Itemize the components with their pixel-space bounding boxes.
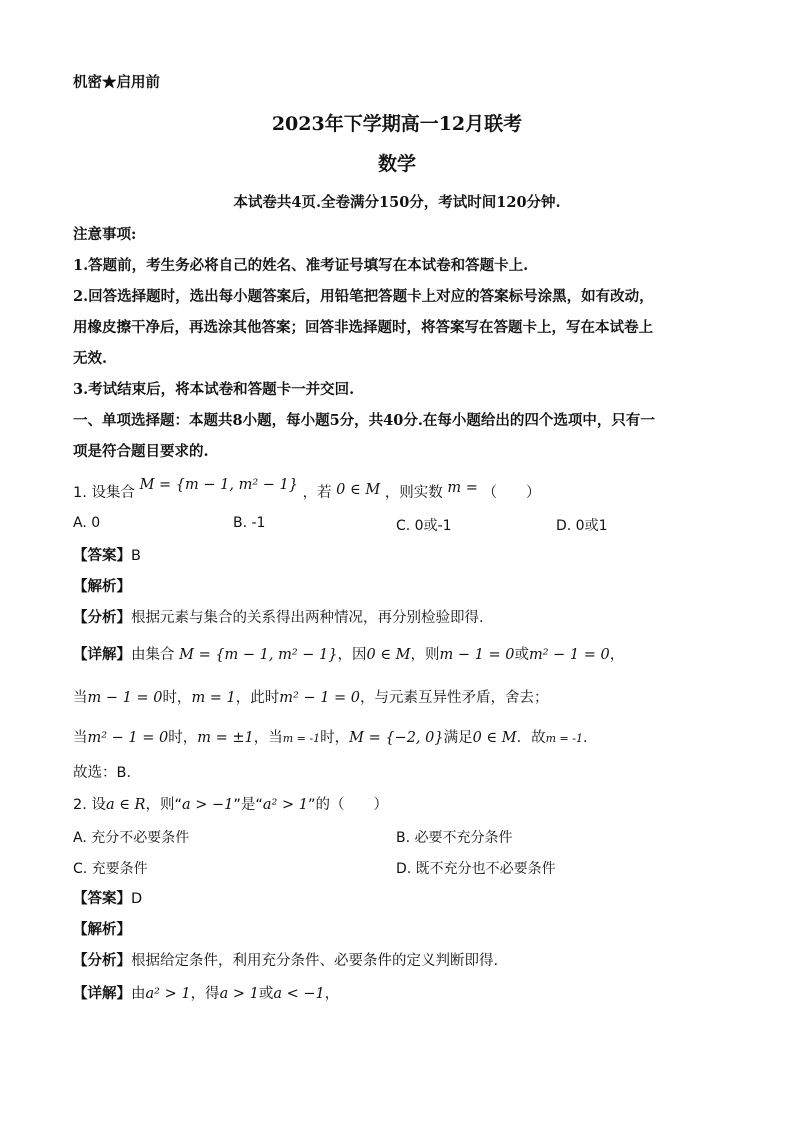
q1-fenxi-text: 根据元素与集合的关系得出两种情况，再分别检验即得. — [131, 610, 484, 626]
q2-mid-3: ”的（ ） — [307, 797, 388, 813]
q1-d3-j: 0 ∈ M — [472, 730, 517, 746]
q2-detail-tag: 【详解】 — [73, 986, 131, 1002]
q2-d1-g: ， — [324, 986, 340, 1002]
q1-d2-g: ，与元素互异性矛盾，舍去； — [360, 690, 549, 706]
q2-prefix: 2. 设 — [73, 797, 106, 813]
q2-d1-f: a < −1 — [273, 986, 325, 1002]
q2-answer-value: D — [131, 891, 143, 907]
question-1-stem — [73, 477, 541, 503]
q2-detail-line-1 — [73, 984, 339, 1004]
q1-d1-h: ， — [609, 647, 625, 663]
q1-d3-l: m = -1 — [545, 732, 583, 745]
q1-d2-c: 时， — [162, 690, 192, 706]
q1-d3-a: 当 — [73, 730, 88, 746]
q1-cond-post: ，则实数 — [384, 485, 443, 501]
q1-analysis-tag: 【解析】 — [73, 579, 131, 595]
q1-answer-tag: 【答案】 — [73, 548, 131, 564]
q1-set-expression: M = {m − 1, m² − 1} — [139, 477, 298, 493]
q2-d1-b: a² > 1 — [145, 986, 191, 1002]
q1-option-b: B. -1 — [233, 515, 266, 531]
q2-fenxi-text: 根据给定条件，利用充分条件、必要条件的定义判断即得. — [131, 953, 499, 969]
q1-answer-value: B — [131, 548, 141, 564]
q1-fenxi-tag: 【分析】 — [73, 610, 131, 626]
q1-d3-k: ．故 — [516, 730, 546, 746]
notice-item-2-line-2: 用橡皮擦干净后，再选涂其他答案；回答非选择题时，将答案写在答题卡上，写在本试卷上 — [73, 319, 653, 336]
q2-cond-1: a > −1 — [181, 797, 234, 813]
q1-condition: 0 ∈ M — [336, 482, 381, 498]
q1-d3-d: m = ±1 — [197, 730, 254, 746]
q2-answer — [73, 889, 142, 909]
q2-fenxi — [73, 951, 498, 971]
q1-paren: （ ） — [482, 485, 541, 501]
q1-ask: m = — [447, 480, 478, 496]
q1-d2-b: m − 1 = 0 — [87, 690, 163, 706]
q2-answer-tag: 【答案】 — [73, 891, 131, 907]
q1-d1-c: 0 ∈ M — [366, 647, 411, 663]
q1-d1-a: 由集合 — [131, 647, 175, 663]
confidential-mark: 机密★启用前 — [73, 74, 160, 91]
q2-d1-a: 由 — [131, 986, 146, 1002]
q1-fenxi — [73, 608, 484, 628]
q1-d1-e: m − 1 = 0 — [439, 647, 515, 663]
q2-cond-2: a² > 1 — [262, 797, 308, 813]
notice-item-1: 1.答题前，考生务必将自己的姓名、准考证号填写在本试卷和答题卡上. — [73, 257, 529, 274]
q1-d1-set: M = {m − 1, m² − 1} — [179, 647, 338, 663]
q2-d1-e: 或 — [258, 986, 274, 1002]
exam-title: 2023年下学期高一12月联考 — [271, 113, 523, 135]
q1-d3-f: m = -1 — [282, 732, 321, 745]
q1-option-d: D. 0或1 — [556, 518, 608, 534]
exam-info: 本试卷共4页.全卷满分150分，考试时间120分钟. — [233, 194, 561, 211]
q2-option-c: C. 充要条件 — [73, 861, 148, 877]
q2-option-d: D. 既不充分也不必要条件 — [396, 861, 556, 877]
q2-fenxi-tag: 【分析】 — [73, 953, 131, 969]
q1-d3-i: 满足 — [443, 730, 473, 746]
notice-heading: 注意事项: — [73, 226, 137, 243]
q2-d1-d: a > 1 — [219, 986, 259, 1002]
q2-d1-c: ，得 — [190, 986, 220, 1002]
q1-cond-pre: ，若 — [302, 485, 332, 501]
q2-option-b: B. 必要不充分条件 — [396, 830, 513, 846]
q2-a-in-r: a ∈ R — [105, 797, 146, 813]
q1-prefix: 1. 设集合 — [73, 485, 135, 501]
section-1-heading-line-1: 一、单项选择题：本题共8小题，每小题5分，共40分.在每小题给出的四个选项中，只有一 — [73, 412, 655, 429]
q1-d2-f: m² − 1 = 0 — [279, 690, 361, 706]
q1-answer — [73, 546, 141, 566]
q2-mid-2: ”是“ — [233, 797, 263, 813]
q1-option-c: C. 0或-1 — [396, 518, 452, 534]
q1-detail-line-3 — [73, 728, 597, 749]
notice-item-3: 3.考试结束后，将本试卷和答题卡一并交回. — [73, 381, 355, 398]
q1-d3-m: ． — [582, 730, 598, 746]
q1-detail-tag: 【详解】 — [73, 647, 131, 663]
subject-title: 数学 — [377, 153, 416, 175]
q1-conclusion: 故选：B． — [73, 765, 141, 781]
q1-detail-line-2 — [73, 688, 549, 708]
q1-d1-g: m² − 1 = 0 — [528, 647, 610, 663]
q1-d3-c: 时， — [168, 730, 198, 746]
q1-option-a: A. 0 — [73, 515, 101, 531]
q2-mid-1: ，则“ — [145, 797, 182, 813]
notice-item-2-line-1: 2.回答选择题时，选出每小题答案后，用铅笔把答题卡上对应的答案标号涂黑，如有改动， — [73, 288, 654, 305]
q1-detail-line-1 — [73, 645, 624, 665]
q1-d3-b: m² − 1 = 0 — [87, 730, 169, 746]
q1-d1-b: ，因 — [337, 647, 367, 663]
q1-d2-d: m = 1 — [191, 690, 236, 706]
q2-analysis-tag: 【解析】 — [73, 922, 131, 938]
section-1-heading-line-2: 项是符合题目要求的. — [73, 443, 209, 460]
q1-d1-d: ，则 — [410, 647, 440, 663]
q1-d3-h: M = {−2, 0} — [349, 730, 444, 746]
q1-d3-g: 时， — [320, 730, 350, 746]
q1-d2-e: ，此时 — [235, 690, 280, 706]
q2-option-a: A. 充分不必要条件 — [73, 830, 190, 846]
q1-d1-f: 或 — [514, 647, 529, 663]
question-2-stem — [73, 795, 388, 815]
notice-item-2-line-3: 无效. — [73, 350, 108, 367]
q1-d2-a: 当 — [73, 690, 88, 706]
q1-d3-e: ，当 — [253, 730, 283, 746]
